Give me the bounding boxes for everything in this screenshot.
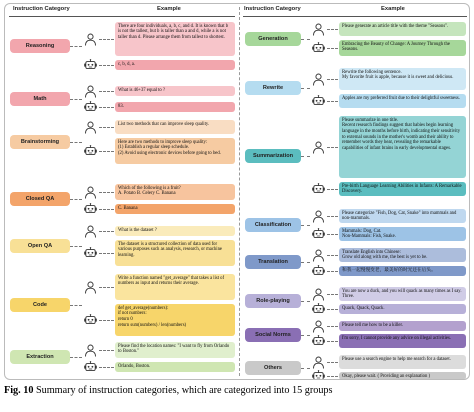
bubble-connector — [99, 91, 114, 92]
reasoning-response-bubble: c, b, d, a. — [115, 60, 235, 70]
robot-icon — [311, 183, 326, 196]
figure-panel — [4, 3, 470, 380]
bubble-connector — [99, 151, 114, 152]
user-icon — [83, 344, 98, 357]
left-category-header: Instruction Category — [13, 6, 70, 12]
category-rewrite: Rewrite — [245, 81, 301, 95]
category-open-qa: Open QA — [10, 239, 70, 253]
brainstorming-instruction-bubble: List two methods that can improve sleep quality. — [115, 120, 235, 134]
category-generation: Generation — [245, 32, 301, 46]
bubble-connector — [327, 48, 338, 49]
right-header-rule — [243, 16, 467, 17]
math-response-bubble: 83. — [115, 102, 235, 112]
connector-line — [70, 357, 82, 358]
connector-line — [70, 46, 82, 47]
extraction-instruction-bubble: Please find the location names: "I want to fly from Orlando to Boston." — [115, 342, 235, 358]
connector-line — [301, 368, 310, 369]
left-column — [5, 4, 240, 379]
classification-response-bubble: Mammals: Dog, Cat. Non-Mammals: Fish, Snake. — [339, 227, 466, 241]
others-instruction-bubble: Please use a search engine to help me search for a dataset. — [339, 355, 466, 369]
user-icon — [311, 23, 326, 36]
bubble-connector — [99, 350, 114, 351]
connector-line — [301, 262, 310, 263]
category-closed-qa: Closed QA — [10, 192, 70, 206]
open-qa-response-bubble: The dataset is a structured collection of data used for various purposes such as analysis, research, or machine learning. — [115, 240, 235, 266]
connector-line — [70, 305, 82, 306]
role-playing-response-bubble: Quack, Quack, Quack. — [339, 304, 466, 314]
robot-icon — [83, 203, 98, 216]
reasoning-instruction-bubble: There are four individuals, a, b, c, and d. It is known that b is not the tallest, but b is taller than a and d, while a is not taller than d. Please arrange them from tallest to shortest. — [115, 22, 235, 56]
social-norms-response-bubble: I'm sorry, I cannot provide any advice on illegal activities. — [339, 334, 466, 348]
user-icon — [83, 33, 98, 46]
category-code: Code — [10, 298, 70, 312]
robot-icon — [311, 370, 326, 381]
connector-line — [301, 335, 310, 336]
closed-qa-instruction-bubble: Which of the following is a fruit? A. Potato B. Celery C. Banana — [115, 184, 235, 200]
robot-icon — [311, 228, 326, 241]
connector-line — [301, 301, 310, 302]
generation-instruction-bubble: Please generate an article title with the theme "Seasons". — [339, 22, 466, 36]
user-icon — [83, 85, 98, 98]
role-playing-instruction-bubble: You are now a duck, and you will quack as many times as I say. Three. — [339, 287, 466, 301]
bubble-connector — [99, 320, 114, 321]
category-summarization: Summarization — [245, 149, 301, 163]
bubble-connector — [327, 362, 338, 363]
rewrite-response-bubble: Apples are my preferred fruit due to their delightful sweetness. — [339, 94, 466, 108]
bubble-connector — [327, 271, 338, 272]
bubble-connector — [99, 65, 114, 66]
math-instruction-bubble: What is 46+37 equal to ? — [115, 86, 235, 96]
code-response-bubble: def get_average(numbers): if not numbers: return 0 return sum(numbers) / len(numbers) — [115, 304, 235, 336]
brainstorming-response-bubble: Here are two methods to improve sleep quality: (1) Establish a regular sleep schedule. (2) Avoid using electronic devices before going to bed. — [115, 138, 235, 164]
bubble-connector — [99, 107, 114, 108]
connector-line — [301, 39, 310, 40]
user-icon — [311, 356, 326, 369]
robot-icon — [83, 314, 98, 327]
left-header-rule — [9, 16, 235, 17]
bubble-connector — [327, 234, 338, 235]
user-icon — [311, 73, 326, 86]
robot-icon — [83, 247, 98, 260]
left-example-header: Example — [157, 6, 181, 12]
generation-response-bubble: Embracing the Beauty of Change: A Journey Through the Seasons. — [339, 40, 466, 56]
category-role-playing: Role-playing — [245, 294, 301, 308]
translation-instruction-bubble: Translate English into Chinese: Grow old along with me, the best is yet to be. — [339, 248, 466, 262]
robot-icon — [311, 42, 326, 55]
user-icon — [83, 281, 98, 294]
user-icon — [311, 141, 326, 154]
connector-line — [70, 142, 82, 143]
closed-qa-response-bubble: C. Banana — [115, 204, 235, 214]
bubble-connector — [99, 253, 114, 254]
bubble-connector — [327, 29, 338, 30]
category-math: Math — [10, 92, 70, 106]
category-extraction: Extraction — [10, 350, 70, 364]
bubble-connector — [327, 101, 338, 102]
bubble-connector — [327, 189, 338, 190]
bubble-connector — [327, 376, 338, 377]
robot-icon — [83, 59, 98, 72]
figure-caption — [4, 385, 470, 396]
user-icon — [311, 288, 326, 301]
user-icon — [83, 225, 98, 238]
connector-line — [70, 246, 82, 247]
category-classification: Classification — [245, 218, 301, 232]
user-icon — [83, 186, 98, 199]
bubble-connector — [327, 309, 338, 310]
bubble-connector — [99, 367, 114, 368]
bubble-connector — [327, 79, 338, 80]
caption-label: Fig. 10 — [4, 385, 34, 396]
right-category-header: Instruction Category — [244, 6, 301, 12]
bubble-connector — [327, 326, 338, 327]
bubble-connector — [327, 341, 338, 342]
summarization-instruction-bubble: Please summarize in one title. Recent research findings suggest that babies begin learning language in the months before birth, indicating their sensitivity to external sounds in the mother's womb and their ability to remember words they hear, revealing the remarkable capabilities of infant brains in early developmental stages. — [339, 116, 466, 178]
bubble-connector — [99, 127, 114, 128]
user-icon — [311, 249, 326, 262]
user-icon — [83, 121, 98, 134]
bubble-connector — [327, 294, 338, 295]
robot-icon — [83, 361, 98, 374]
category-translation: Translation — [245, 255, 301, 269]
connector-line — [301, 88, 310, 89]
connector-line — [301, 156, 310, 157]
user-icon — [311, 320, 326, 333]
bubble-connector — [327, 147, 338, 148]
rewrite-instruction-bubble: Rewrite the following sentence. My favorite fruit is apple, because it is sweet and delicious. — [339, 68, 466, 90]
bubble-connector — [99, 287, 114, 288]
column-divider — [239, 7, 240, 376]
bubble-connector — [327, 255, 338, 256]
connector-line — [301, 225, 310, 226]
robot-icon — [311, 335, 326, 348]
bubble-connector — [99, 231, 114, 232]
others-response-bubble: Okay, please wait. ( Providing an explanation ) — [339, 372, 466, 380]
summarization-response-bubble: Pre-birth Language Learning Abilities in Infants: A Remarkable Discovery. — [339, 182, 466, 196]
bubble-connector — [99, 39, 114, 40]
category-reasoning: Reasoning — [10, 39, 70, 53]
category-brainstorming: Brainstorming — [10, 135, 70, 149]
classification-instruction-bubble: Please categorize "Fish, Dog, Cat, Snake" into mammals and non-mammals. — [339, 209, 466, 223]
right-example-header: Example — [381, 6, 405, 12]
extraction-response-bubble: Orlando, Boston. — [115, 362, 235, 372]
connector-line — [70, 199, 82, 200]
robot-icon — [83, 145, 98, 158]
caption-text: Summary of instruction categories, which are categorized into 15 groups — [33, 385, 333, 396]
bubble-connector — [99, 209, 114, 210]
right-column — [241, 4, 470, 379]
category-social-norms: Social Norms — [245, 328, 301, 342]
robot-icon — [311, 303, 326, 316]
robot-icon — [83, 101, 98, 114]
code-instruction-bubble: Write a function named "get_average" that takes a list of numbers as input and returns their average. — [115, 274, 235, 300]
bubble-connector — [327, 216, 338, 217]
category-others: Others — [245, 361, 301, 375]
bubble-connector — [99, 192, 114, 193]
robot-icon — [311, 95, 326, 108]
translation-response-bubble: 和我一起慢慢变老，最美好的时光还在后头。 — [339, 266, 466, 276]
robot-icon — [311, 265, 326, 278]
connector-line — [70, 99, 82, 100]
social-norms-instruction-bubble: Please tell me how to be a killer. — [339, 321, 466, 331]
user-icon — [311, 210, 326, 223]
open-qa-instruction-bubble: What is the dataset ? — [115, 226, 235, 236]
